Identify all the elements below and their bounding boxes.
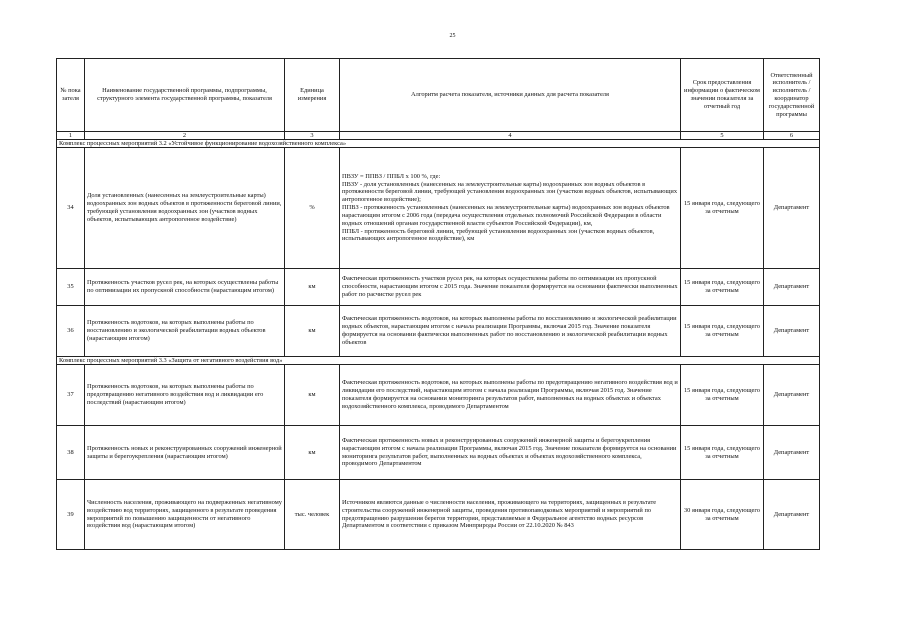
algorithm-line: Фактическая протяженность участков русел рек, на которых осуществлены работы по оптимизации их пропускной способности, нарастающим итогом с 2015 года. Значение показателя формируется на основании фактически выполненных работ по расчистке русел рек	[342, 275, 678, 298]
indicator-deadline: 30 января года, следующего за отчетным	[681, 480, 764, 550]
indicator-row	[57, 148, 820, 269]
indicator-algorithm	[340, 480, 681, 550]
indicator-name: Численность населения, проживающего на подверженных негативному воздействию вод территориях, защищенного в результате проведения мероприятий по повышению защищенности от негативного воздействия вод (нарастающим итогом)	[85, 480, 285, 550]
algorithm-line: Фактическая протяженность водотоков, на которых выполнены работы по предотвращению негативного воздействия вод и ликвидации его последствий, нарастающим итогом с начала реализации Программы, включая 2015 год. Значение показателя формируется на основании мониторинга результатов работ, выполненных на водных объектах и объектах водохозяйственного комплекса, проводимого Департаментом	[342, 379, 678, 410]
indicator-deadline: 15 января года, следующего за отчетным	[681, 426, 764, 480]
indicator-unit: км	[285, 365, 340, 426]
header-row	[57, 59, 820, 132]
header-name: Наименование государственной программы, подпрограммы, структурного элемента государственной программы, показателя	[85, 59, 285, 132]
indicator-algorithm	[340, 269, 681, 306]
indicator-responsible: Департамент	[764, 426, 820, 480]
algorithm-line: ППБЛ - протяженность береговой линии, требующей установления водоохранных зон (участков водных объектов, испытывающих антропогенное воздействие), км	[342, 227, 655, 243]
indicator-name: Протяженность водотоков, на которых выполнены работы по восстановлению и экологической реабилитации водных объектов (нарастающим итогом)	[85, 306, 285, 357]
column-number: 5	[681, 132, 764, 140]
column-number: 1	[57, 132, 85, 140]
algorithm-line: Фактическая протяженность новых и реконструированных сооружений инженерной защиты и берегоукрепления нарастающим итогом с начала реализации Программы, включая 2015 год. Значение показателя формируется на основании мониторинга результатов работ, выполненных на водных объектах и объектах водохозяйственного комплекса, проводимого Департаментом	[342, 436, 677, 468]
indicator-number: 38	[57, 426, 85, 480]
header-deadline: Срок предоставления информации о фактическом значении показателя за отчетный год	[681, 59, 764, 132]
indicator-unit: тыс. человек	[285, 480, 340, 550]
section-row	[57, 357, 820, 365]
indicator-name: Протяженность новых и реконструированных сооружений инженерной защиты и берегоукрепления (нарастающим итогом)	[85, 426, 285, 480]
page-number: 25	[449, 33, 456, 39]
section-title: Комплекс процессных мероприятий 3.2 «Устойчивое функционирование водохозяйственного комплекса»	[57, 140, 820, 148]
indicator-row	[57, 365, 820, 426]
indicator-unit: %	[285, 148, 340, 269]
column-number: 2	[85, 132, 285, 140]
indicator-row	[57, 426, 820, 480]
indicator-deadline: 15 января года, следующего за отчетным	[681, 148, 764, 269]
indicator-number: 37	[57, 365, 85, 426]
section-row	[57, 140, 820, 148]
column-number: 3	[285, 132, 340, 140]
indicator-name: Протяженность участков русел рек, на которых осуществлены работы по оптимизации их пропускной способности (нарастающим итогом)	[85, 269, 285, 306]
header-algorithm: Алгоритм расчета показателя, источники данных для расчета показателя	[340, 59, 681, 132]
header-responsible: Ответственный исполнитель / исполнитель / координатор государственной программы	[764, 59, 820, 132]
indicator-unit: км	[285, 426, 340, 480]
column-number: 4	[340, 132, 681, 140]
indicator-number: 39	[57, 480, 85, 550]
indicators-table	[56, 58, 820, 550]
indicator-responsible: Департамент	[764, 269, 820, 306]
indicator-algorithm	[340, 306, 681, 357]
indicator-responsible: Департамент	[764, 365, 820, 426]
indicator-unit: км	[285, 306, 340, 357]
column-number-row	[57, 132, 820, 140]
indicator-deadline: 15 января года, следующего за отчетным	[681, 306, 764, 357]
indicator-number: 36	[57, 306, 85, 357]
indicator-deadline: 15 января года, следующего за отчетным	[681, 365, 764, 426]
header-num: № пока зателя	[57, 59, 85, 132]
indicator-responsible: Департамент	[764, 306, 820, 357]
header-unit: Единица измерения	[285, 59, 340, 132]
indicator-number: 34	[57, 148, 85, 269]
section-title: Комплекс процессных мероприятий 3.3 «Защита от негативного воздействия вод»	[57, 357, 820, 365]
indicator-algorithm	[340, 426, 681, 480]
indicator-name: Протяженность водотоков, на которых выполнены работы по предотвращению негативного воздействия вод и ликвидации его последствий (нарастающим итогом)	[85, 365, 285, 426]
indicator-name: Доля установленных (нанесенных на землеустроительные карты) водоохранных зон водных объектов в протяженности береговой линии, требующей установления водоохранных зон (участков водных объектов, испытывающих антропогенное воздействие)	[85, 148, 285, 269]
indicator-unit: км	[285, 269, 340, 306]
algorithm-line: ПВЗУ = ППВЗ / ППБЛ х 100 %, где:	[342, 172, 441, 180]
column-number: 6	[764, 132, 820, 140]
indicator-responsible: Департамент	[764, 148, 820, 269]
algorithm-line: Источником являются данные о численности населения, проживающего на территориях, защищенных в результате строительства сооружений инженерной защиты, проведения противопаводковых мероприятий и мероприятий по предотвращению разрушения берегов территории, представляемые в Федеральное агентство водных ресурсов Департаментом в соответствии с приказом Минприроды России от 22.10.2020 № 843	[342, 498, 657, 530]
indicator-deadline: 15 января года, следующего за отчетным	[681, 269, 764, 306]
indicator-responsible: Департамент	[764, 480, 820, 550]
algorithm-line: Фактическая протяженность водотоков, на которых выполнены работы по восстановлению и экологической реабилитации водных объектов, нарастающим итогом с начала реализации Программы, включая 2015 год. Значение показателя формируется на основании фактически выполненных работ по восстановлению и экологической реабилитации водных объектов	[342, 315, 677, 346]
indicator-row	[57, 306, 820, 357]
indicator-algorithm	[340, 365, 681, 426]
algorithm-line: ППВЗ - протяженность установленных (нанесенных на землеустроительные карты) водоохранных зон водных объектов нарастающим итогом с 2006 года (передача осуществления отдельных полномочий Российской Федерации в области водных отношений органам государственной власти субъектов Российской Федерации), км,	[342, 204, 670, 227]
algorithm-line: ПВЗУ - доля установленных (нанесенных на землеустроительные карты) водоохранных зон водных объектов в протяженности береговой линии, требующей установления водоохранных зон (участков водных объектов, испытывающих антропогенное воздействие);	[342, 180, 678, 204]
indicator-row	[57, 269, 820, 306]
indicator-algorithm	[340, 148, 681, 269]
indicator-row	[57, 480, 820, 550]
indicator-number: 35	[57, 269, 85, 306]
